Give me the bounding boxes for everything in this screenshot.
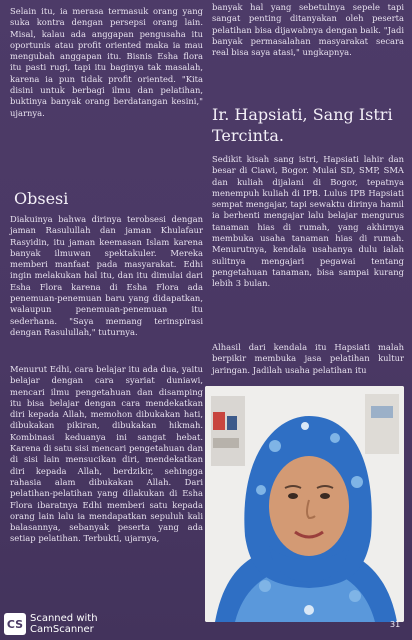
camscanner-logo-text: CS xyxy=(6,617,24,631)
watermark-line1: Scanned with xyxy=(30,613,98,624)
heading-obsesi: Obsesi xyxy=(14,189,69,208)
page-number: 31 xyxy=(390,620,401,629)
edhi-paragraph: Menurut Edhi, cara belajar itu ada dua, yaitu belajar dengan cara syariat duniawi, mencari ilmu pengetahuan dan disamping itu bisa belajar dengan cara mendekatkan diri kepada Allah, memohon dibukakan hati, dibukakan pikiran, dibukakan hikmah. Kombinasi keduanya ini sangat hebat. Karena di satu sisi mencari pengetahuan dan di sisi lain mensucikan diri, mendekatkan diri kepada Allah, berdzikir, sehingga rahasia alam dibukakan Allah. Dari pelatihan-pelatihan yang dilakukan di Esha Flora ibaratnya Edhi memberi satu kepada orang lain lalu ia mendapatkan sepuluh kali balasannya, sebanyak peserta yang ada setiap pelatihan. Terbukti, ujarnya, xyxy=(10,364,203,544)
portrait-illustration xyxy=(205,386,404,622)
portrait-photo xyxy=(205,386,404,622)
watermark-line2: CamScanner xyxy=(30,624,94,635)
intro-paragraph: Selain itu, ia merasa termasuk orang yang suka kontra dengan persepsi orang lain. Misal, kalau ada anggapan pengusaha itu oportunis atau profit oriented maka ia mau mengubah anggapan itu. Bisnis Esha flora itu pasti rugi, tapi itu baginya tak masalah, karena ia pun tidak profit oriented. "Kita disini untuk berbagi ilmu dan pelatihan, buktinya banyak orang berdatangan kesini," ujarnya. xyxy=(10,6,203,118)
obsesi-paragraph: Diakuinya bahwa dirinya terobsesi dengan jaman Rasulullah dan jaman Khulafaur Rasyidin, itu jaman keemasan Islam karena banyak ilmuwan spektakuler. Mereka memberi manfaat pada masyarakat. Edhi ingin melakukan hal itu, dan itu dimulai dari Esha Flora karena di Esha Flora ada penemuan-penemuan baru yang didapatkan, walaupun penemuan-penemuan itu sederhana. "Saya memang terinspirasi dengan Rasulullah," tuturnya. xyxy=(10,214,203,337)
watermark-text xyxy=(30,613,98,635)
continuation-paragraph: banyak hal yang sebetulnya sepele tapi sangat penting ditanyakan oleh peserta pelatihan bisa dijawabnya dengan baik. "Jadi banyak permasalahan masyarakat secara real bisa saya atasi," ungkapnya. xyxy=(212,2,404,58)
heading-hapsiati: Ir. Hapsiati, Sang Istri Tercinta. xyxy=(212,105,393,145)
alhasil-paragraph: Alhasil dari kendala itu Hapsiati malah berpikir membuka jasa pelatihan kultur jaringan. Jadilah usaha pelatihan itu xyxy=(212,342,404,375)
sedikit-paragraph: Sedikit kisah sang istri, Hapsiati lahir dan besar di Ciawi, Bogor. Mulai SD, SMP, SMA dan kuliah dijalani di Bogor, tepatnya menempuh kuliah di IPB. Lulus IPB Hapsiati sempat mengajar, tapi sewaktu dirinya hamil ia berhenti mengajar lalu belajar mengurus tanaman hias di rumah, yang akhirnya membuka usaha tanaman hias di rumah. Menurutnya, kendala usahanya dulu ialah sulitnya mengajari pegawai tentang pengetahuan tanaman, bisa sampai kurang lebih 3 bulan. xyxy=(212,154,404,289)
camscanner-watermark xyxy=(4,611,144,637)
camscanner-logo-icon xyxy=(4,613,26,635)
